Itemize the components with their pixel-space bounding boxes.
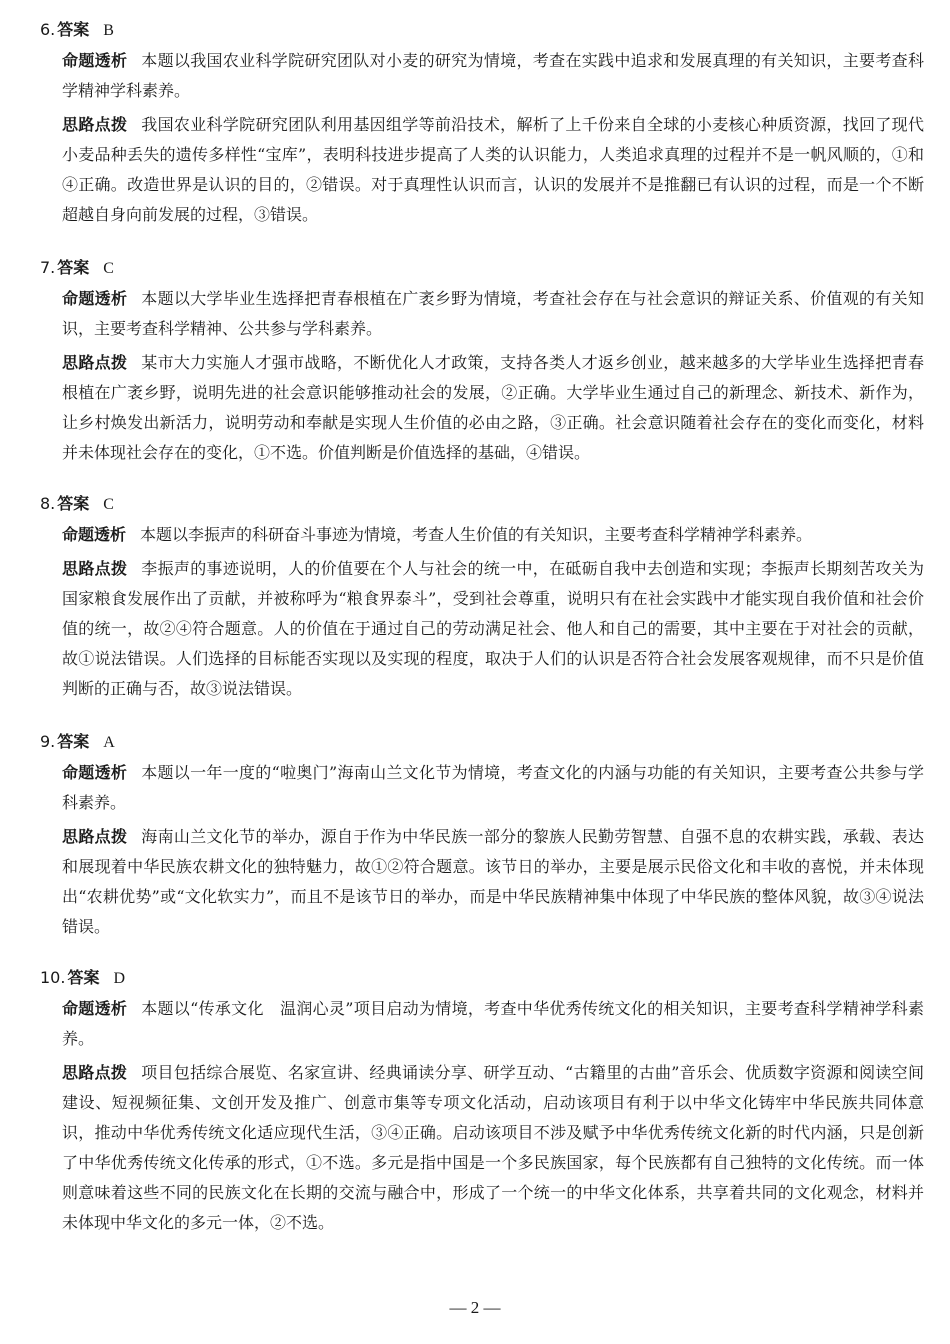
answer-label: 答案	[57, 494, 90, 513]
answer-value: C	[103, 260, 114, 277]
hint-label: 思路点拨	[62, 115, 128, 134]
question-8	[40, 492, 924, 704]
hint-text: 我国农业科学院研究团队利用基因组学等前沿技术，解析了上千份来自全球的小麦核心种质资源，找回了现代小麦品种丢失的遗传多样性“宝库”，表明科技进步提高了人类的认识能力，人类追求真理的过程并不是一帆风顺的，①和④正确。改造世界是认识的目的，②错误。对于真理性认识而言，认识的发展并不是推翻已有认识的过程，而是一个不断超越自身向前发展的过程，③错误。	[62, 115, 924, 224]
intent-paragraph	[62, 520, 924, 550]
hint-paragraph	[62, 110, 924, 230]
intent-paragraph	[62, 46, 924, 106]
intent-paragraph	[62, 994, 924, 1054]
answer-label: 答案	[57, 20, 90, 39]
intent-label: 命题透析	[62, 525, 127, 544]
question-number: 6.	[40, 20, 56, 39]
intent-paragraph	[62, 284, 924, 344]
hint-text: 海南山兰文化节的举办，源自于作为中华民族一部分的黎族人民勤劳智慧、自强不息的农耕实践，承载、表达和展现着中华民族农耕文化的独特魅力，故①②符合题意。该节日的举办，主要是展示民俗文化和丰收的喜悦，并未体现出“农耕优势”或“文化软实力”，而且不是该节日的举办，而是中华民族精神集中体现了中华民族的整体风貌，故③④说法错误。	[62, 827, 924, 936]
question-number: 8.	[40, 494, 56, 513]
intent-text: 本题以“传承文化 温润心灵”项目启动为情境，考查中华优秀传统文化的相关知识，主要考查科学精神学科素养。	[62, 999, 924, 1048]
intent-label: 命题透析	[62, 763, 128, 782]
question-number: 10.	[40, 968, 66, 987]
answer-value: C	[103, 496, 114, 513]
answer-label: 答案	[57, 258, 90, 277]
answer-line	[40, 492, 920, 516]
answer-label: 答案	[67, 968, 100, 987]
intent-label: 命题透析	[62, 999, 128, 1018]
hint-paragraph	[62, 554, 924, 704]
question-9	[40, 730, 924, 942]
answer-value: D	[113, 970, 126, 987]
intent-label: 命题透析	[62, 289, 128, 308]
intent-paragraph	[62, 758, 924, 818]
answer-line	[40, 256, 920, 280]
question-6	[40, 18, 924, 230]
hint-paragraph	[62, 348, 924, 468]
intent-text: 本题以一年一度的“啦奥门”海南山兰文化节为情境，考查文化的内涵与功能的有关知识，主要考查公共参与学科素养。	[62, 763, 924, 812]
question-7	[40, 256, 924, 468]
intent-text: 本题以我国农业科学院研究团队对小麦的研究为情境，考查在实践中追求和发展真理的有关知识，主要考查科学精神学科素养。	[62, 51, 924, 100]
question-number: 9.	[40, 732, 56, 751]
answer-value: A	[103, 734, 115, 751]
hint-text: 项目包括综合展览、名家宣讲、经典诵读分享、研学互动、“古籍里的古曲”音乐会、优质数字资源和阅读空间建设、短视频征集、文创开发及推广、创意市集等专项文化活动，启动该项目有利于以中华文化铸牢中华民族共同体意识，推动中华优秀传统文化适应现代生活，③④正确。启动该项目不涉及赋予中华优秀传统文化新的时代内涵，只是创新了中华优秀传统文化传承的形式，①不选。多元是指中国是一个多民族国家，每个民族都有自己独特的文化传统。而一体则意味着这些不同的民族文化在长期的交流与融合中，形成了一个统一的中华文化体系，共享着共同的文化观念，材料并未体现中华文化的多元一体，②不选。	[62, 1063, 924, 1232]
intent-text: 本题以李振声的科研奋斗事迹为情境，考查人生价值的有关知识，主要考查科学精神学科素养。	[140, 525, 813, 544]
answer-line	[40, 966, 920, 990]
question-10	[40, 966, 924, 1238]
hint-text: 李振声的事迹说明，人的价值要在个人与社会的统一中，在砥砺自我中去创造和实现；李振声长期刻苦攻关为国家粮食发展作出了贡献，并被称呼为“粮食界泰斗”，受到社会尊重，说明只有在社会实践中才能实现自我价值和社会价值的统一，故②④符合题意。人的价值在于通过自己的劳动满足社会、他人和自己的需要，其中主要在于对社会的贡献，故①说法错误。人们选择的目标能否实现以及实现的程度，取决于人们的认识是否符合社会发展客观规律，而不只是价值判断的正确与否，故③说法错误。	[62, 559, 924, 698]
hint-label: 思路点拨	[62, 827, 128, 846]
hint-paragraph	[62, 822, 924, 942]
hint-text: 某市大力实施人才强市战略，不断优化人才政策，支持各类人才返乡创业，越来越多的大学毕业生选择把青春根植在广袤乡野，说明先进的社会意识能够推动社会的发展，②正确。大学毕业生通过自己的新理念、新技术、新作为，让乡村焕发出新活力，说明劳动和奉献是实现人生价值的必由之路，③正确。社会意识随着社会存在的变化而变化，材料并未体现社会存在的变化，①不选。价值判断是价值选择的基础，④错误。	[62, 353, 924, 462]
intent-text: 本题以大学毕业生选择把青春根植在广袤乡野为情境，考查社会存在与社会意识的辩证关系、价值观的有关知识，主要考查科学精神、公共参与学科素养。	[62, 289, 924, 338]
hint-label: 思路点拨	[62, 353, 128, 372]
answer-value: B	[103, 22, 114, 39]
hint-paragraph	[62, 1058, 924, 1238]
answer-label: 答案	[57, 732, 90, 751]
page-number: — 2 —	[449, 1298, 501, 1317]
intent-label: 命题透析	[62, 51, 128, 70]
answer-line	[40, 730, 920, 754]
answer-line	[40, 18, 920, 42]
hint-label: 思路点拨	[62, 559, 128, 578]
hint-label: 思路点拨	[62, 1063, 128, 1082]
question-number: 7.	[40, 258, 56, 277]
